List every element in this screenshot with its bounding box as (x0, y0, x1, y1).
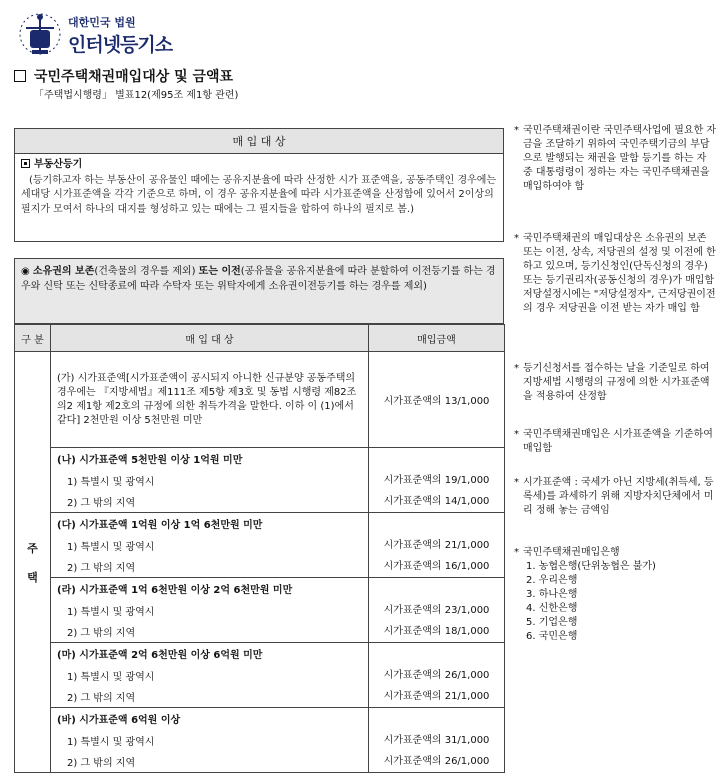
realty-description: (등기하고자 하는 부동산이 공유물인 때에는 공유지분율에 따라 산정한 시가 표준액을, 공동주택인 경우에는 세대당 시가표준액을 각각 기준으로 하며, 이 경우 공유지분율에 따라 시가표준액을 산정함에 있어서 2이상의 필지가 모여서 하나의 대지를 형성하고 있는 때에는 그 필지들을 합하여 하나의 필지로 봄.) (21, 174, 497, 215)
group-label: (라) 시가표준액 1억 6천만원 이상 2억 6천만원 미만 (51, 578, 369, 600)
asterisk-icon: * (514, 429, 519, 440)
table-row (15, 352, 505, 448)
asterisk-icon: * (514, 125, 519, 136)
area-label: 1) 특별시 및 광역시 (51, 730, 369, 751)
bank-item: 3. 하나은행 (526, 589, 578, 600)
amount-cell (369, 708, 505, 773)
col-header-target: 매 입 대 상 (51, 325, 369, 352)
ownership-bold-a: 소유권의 보존 (32, 266, 95, 277)
note-5 (514, 476, 718, 518)
amount-value: 시가표준액의 26/1,000 (383, 756, 490, 767)
area-label: 1) 특별시 및 광역시 (51, 600, 369, 621)
bank-item: 6. 국민은행 (526, 631, 578, 642)
table-header-row (15, 325, 505, 352)
group-label: (마) 시가표준액 2억 6천만원 이상 6억원 미만 (51, 643, 369, 665)
logo-site-name: 인터넷등기소 (68, 34, 173, 56)
area-label: 1) 특별시 및 광역시 (51, 470, 369, 491)
logo-org-name: 대한민국 법원 (68, 16, 136, 29)
area-label: 2) 그 밖의 지역 (51, 686, 369, 707)
page-title-text: 국민주택채권매입대상 및 금액표 (34, 69, 234, 85)
area-label: 1) 특별시 및 광역시 (51, 665, 369, 686)
ownership-rest: (공유물을 공유지분율에 따라 분할하여 이전등기를 하는 경우와 신탁 또는 신탁종료에 따라 수탁자 또는 위탁자에게 소유권이전등기를 하는 경우를 제외) (21, 266, 496, 292)
area-label: 1) 특별시 및 광역시 (51, 535, 369, 556)
amount-value: 시가표준액의 26/1,000 (383, 670, 490, 681)
realty-heading (21, 158, 497, 173)
note-4-text: 국민주택채권매입은 시가표준액을 기준하여 매입함 (523, 429, 713, 454)
realty-registration-box (14, 154, 504, 242)
realty-heading-text: 부동산등기 (34, 159, 83, 170)
area-label: 2) 그 밖의 지역 (51, 621, 369, 642)
note-3 (514, 362, 718, 404)
amount-value: 시가표준액의 19/1,000 (383, 475, 490, 486)
group-label: (나) 시가표준액 5천만원 이상 1억원 미만 (51, 448, 369, 470)
ownership-bold-b: 또는 이전 (198, 266, 241, 277)
ownership-mid: (건축물의 경우를 제외) (94, 266, 199, 277)
amount-value: 시가표준액의 18/1,000 (383, 626, 490, 637)
court-emblem-icon (18, 8, 62, 60)
note-5-text: 시가표준액 : 국세가 아닌 지방세(취득세, 등록세)를 과세하기 위해 지방자치단체에서 미리 정해 놓는 금액임 (523, 477, 714, 516)
group-label: (다) 시가표준액 1억원 이상 1억 6천만원 미만 (51, 513, 369, 535)
ownership-box (14, 258, 504, 324)
asterisk-icon: * (514, 363, 519, 374)
group-ga-amount: 시가표준액의 13/1,000 (369, 352, 505, 448)
note-1 (514, 124, 718, 194)
table-row (15, 643, 505, 665)
bank-item: 4. 신한은행 (526, 603, 578, 614)
page-title (14, 66, 233, 86)
amount-cell (369, 513, 505, 578)
filled-square-icon (21, 159, 30, 168)
asterisk-icon: * (514, 477, 519, 488)
bank-item: 1. 농협은행(단위농협은 불가) (526, 561, 656, 572)
group-label: (바) 시가표준액 6억원 이상 (51, 708, 369, 730)
note-1-text: 국민주택채권이란 국민주택사업에 필요한 자금을 조달하기 위하여 국민주택기금의 부담으로 발행되는 채권을 말함 등기를 하는 자 중 대통령령이 정하는 자는 국민주택채권을 매입하여야 함 (523, 125, 717, 192)
col-header-amount: 매입금액 (369, 325, 505, 352)
asterisk-icon: * (514, 233, 519, 244)
note-banks (514, 546, 718, 644)
note-2 (514, 232, 718, 316)
table-row (15, 578, 505, 600)
amount-value: 시가표준액의 21/1,000 (383, 691, 490, 702)
amount-cell (369, 578, 505, 643)
bank-item: 2. 우리은행 (526, 575, 578, 586)
area-label: 2) 그 밖의 지역 (51, 751, 369, 772)
purchase-target-header: 매 입 대 상 (14, 128, 504, 154)
asterisk-icon: * (514, 547, 519, 558)
page-subtitle: 「주택법시행령」 별표12(제95조 제1항 관련) (34, 90, 239, 101)
bank-item: 5. 기업은행 (526, 617, 578, 628)
amount-value: 시가표준액의 16/1,000 (383, 561, 490, 572)
purchase-amount-table (14, 324, 505, 773)
amount-value: 시가표준액의 21/1,000 (383, 540, 490, 551)
banks-title: 국민주택채권매입은행 (523, 547, 620, 558)
amount-cell (369, 448, 505, 513)
note-2-text: 국민주택채권의 매입대상은 소유권의 보존 또는 이전, 상속, 저당권의 설정 및 이전에 한하고 있으며, 등기신청인(단독신청의 경우) 또는 등기권리자(공동신청의 경우)가 매입함 저당설정시에는 "저당설정자", 근저당권이전의 경우 저당권을 이전 받는 자가 매입 함 (523, 233, 716, 314)
amount-value: 시가표준액의 23/1,000 (383, 605, 490, 616)
table-row (15, 513, 505, 535)
bullet-circle-icon: ◉ (21, 266, 30, 277)
col-header-category: 구 분 (15, 325, 51, 352)
amount-value: 시가표준액의 14/1,000 (383, 496, 490, 507)
table-row (15, 448, 505, 470)
area-label: 2) 그 밖의 지역 (51, 556, 369, 577)
category-housing: 주 택 (15, 352, 51, 773)
amount-value: 시가표준액의 31/1,000 (383, 735, 490, 746)
amount-cell (369, 643, 505, 708)
group-ga-text: (가) 시가표준액[시가표준액이 공시되지 아니한 신규분양 공동주택의 경우에는 『지방세법』제111조 제5항 제3호 및 동법 시행령 제82조의2 제1항 제2호의 규정에 의한 취득가격을 말한다. 이하 이 (1)에서 같다] 2천만원 이상 5천만원 미만 (51, 352, 369, 448)
note-3-text: 등기신청서를 접수하는 날을 기준일로 하여 지방세법 시행령의 규정에 의한 시가표준액을 적용하여 산정함 (523, 363, 710, 402)
note-4 (514, 428, 718, 456)
table-row (15, 708, 505, 730)
area-label: 2) 그 밖의 지역 (51, 491, 369, 512)
site-logo[interactable] (18, 6, 178, 62)
checkbox-square-icon (14, 70, 26, 82)
